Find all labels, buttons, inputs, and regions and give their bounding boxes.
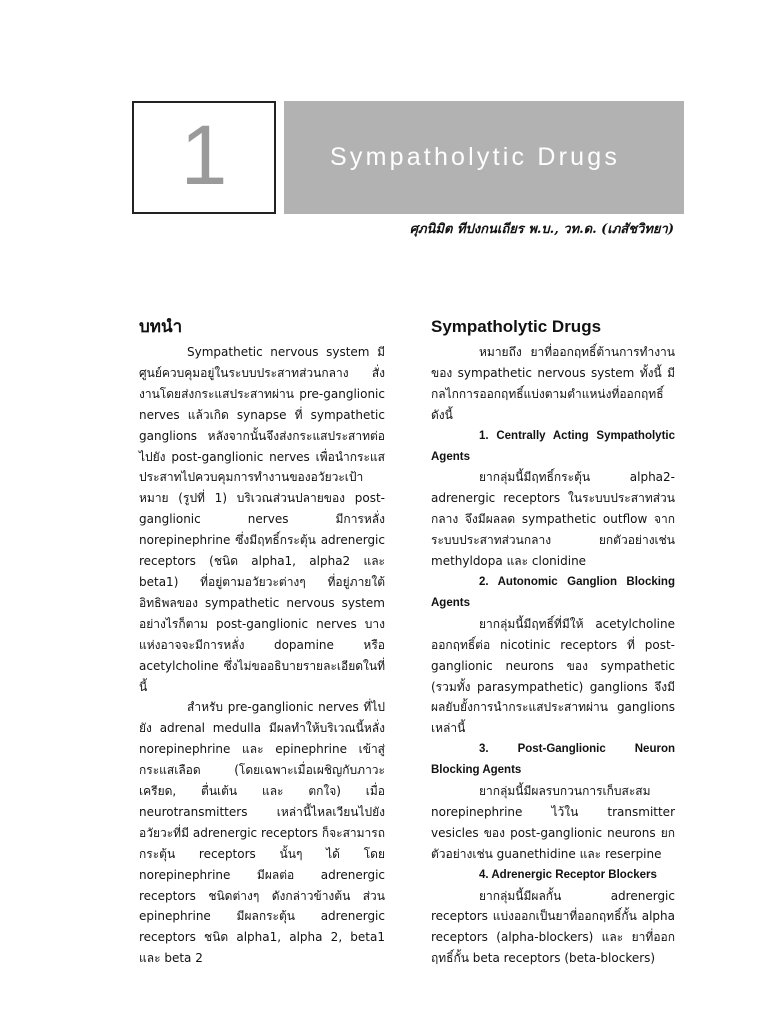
paragraph: ยากลุ่มนี้มีผลรบกวนการเก็บสะสม norepinephrine ไว้ใน transmitter vesicles ของ post-ganglionic neurons ยกตัวอย่างเช่น guanethidine และ reserpine xyxy=(431,784,675,861)
paragraph: Sympathetic nervous system มีศูนย์ควบคุมอยู่ในระบบประสาทส่วนกลาง สั่งงานโดยส่งกระแสประสาทผ่าน pre-ganglionic nerves แล้วเกิด synapse ที่ sympathetic ganglions หลังจากนั้นจึงส่งกระแสประสาทต่อไปยัง post-ganglionic nerves เพื่อนำกระแสประสาทไปควบคุมการทำงานของอวัยวะเป้าหมาย (รูปที่ 1) บริเวณส่วนปลายของ post-ganglionic nerves มีการหลั่ง norepinephrine ซึ่งมีฤทธิ์กระตุ้น adrenergic receptors (ชนิด alpha1, alpha2 และ beta1) ที่อยู่ตามอวัยวะต่างๆ ที่อยู่ภายใต้อิทธิพลของ sympathetic nervous system อย่างไรก็ตาม post-ganglionic nerves บางแห่งอาจจะมีการหลั่ง dopamine หรือ acetylcholine ซึ่งไม่ขออธิบายรายละเอียดในที่นี้ xyxy=(139,345,385,694)
section-heading-sympatholytic: Sympatholytic Drugs xyxy=(431,317,602,336)
chapter-number-box xyxy=(132,101,276,214)
paragraph: หมายถึง ยาที่ออกฤทธิ์ต้านการทำงานของ sympathetic nervous system ทั้งนี้ มีกลไกการออกฤทธิ์แบ่งตามตำแหน่งที่ออกฤทธิ์ดังนี้ xyxy=(431,345,675,422)
section-heading-intro: บทนำ xyxy=(139,317,183,336)
chapter-number: 1 xyxy=(180,108,228,202)
subsection-title: 3. Post-Ganglionic Neuron Blocking Agents xyxy=(431,743,675,777)
paragraph: ยากลุ่มนี้มีฤทธิ์กระตุ้น alpha2-adrenergic receptors ในระบบประสาทส่วนกลาง จึงมีผลลด sympathetic outflow จากระบบประสาทส่วนกลาง ยกตัวอย่างเช่น methyldopa และ clonidine xyxy=(431,470,675,569)
left-column xyxy=(139,316,385,969)
paragraph: สำหรับ pre-ganglionic nerves ที่ไปยัง adrenal medulla มีผลทำให้บริเวณนี้หลั่ง norepinephrine และ epinephrine เข้าสู่กระแสเลือด (โดยเฉพาะเมื่อเผชิญกับภาวะเครียด, ตื่นเต้น และ ตกใจ) เมื่อ neurotransmitters เหล่านี้ไหลเวียนไปยังอวัยวะที่มี adrenergic receptors ก็จะสามารถกระตุ้น receptors นั้นๆ ได้ โดย norepinephrine มีผลต่อ adrenergic receptors ชนิดต่างๆ ดังกล่าวข้างต้น ส่วน epinephrine มีผลกระตุ้น adrenergic receptors ชนิด alpha1, alpha 2, beta1 และ beta 2 xyxy=(139,700,385,966)
paragraph: ยากลุ่มนี้มีผลกั้น adrenergic receptors แบ่งออกเป็นยาที่ออกฤทธิ์กั้น alpha receptors (alpha-blockers) และ ยาที่ออกฤทธิ์กั้น beta receptors (beta-blockers) xyxy=(431,888,675,966)
subsection-title: 4. Adrenergic Receptor Blockers xyxy=(479,868,657,881)
chapter-title: Sympatholytic Drugs xyxy=(330,143,621,171)
subsection-title: 2. Autonomic Ganglion Blocking Agents xyxy=(431,575,675,609)
paragraph: ยากลุ่มนี้มีฤทธิ์ที่มีให้ acetylcholine ออกฤทธิ์ต่อ nicotinic receptors ที่ post-ganglionic neurons ของ sympathetic (รวมทั้ง parasympathetic) ganglions จึงมีผลยับยั้งการนำกระแสประสาทผ่าน ganglions เหล่านี้ xyxy=(431,616,675,736)
author-line: ศุภนิมิต ทีปงกนเถียร พ.บ., วท.ด. (เภสัชวิทยา) xyxy=(409,222,674,237)
right-column xyxy=(431,316,675,969)
subsection-title: 1. Centrally Acting Sympatholytic Agents xyxy=(431,429,675,463)
